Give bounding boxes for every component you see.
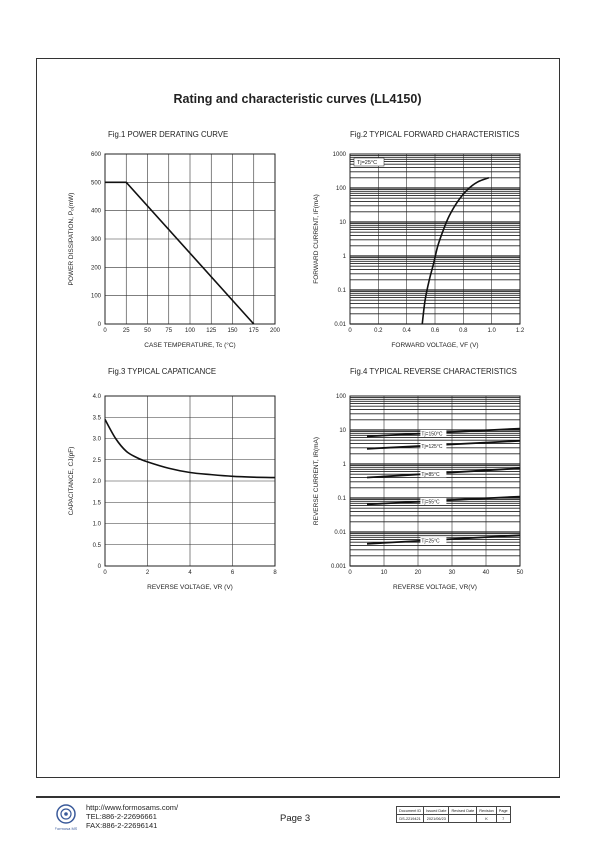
fig3-xtick-label: 8 [273,570,277,576]
fig2-ytick-label: 100 [335,186,346,192]
footer-url[interactable]: http://www.formosams.com/ [86,803,179,812]
fig1-xtick-label: 125 [206,328,217,334]
fig3-xtick-label: 0 [103,570,107,576]
fig4-series-label: Tj=85°C [421,471,440,478]
document-info-table [396,806,511,823]
fig4-ytick-label: 10 [339,428,346,434]
issued-date-value: 2021/06/23 [424,815,449,823]
fig1-xtick-label: 200 [269,328,281,334]
page-title: Rating and characteristic curves (LL4150) [173,92,422,106]
fig3-ytick-label: 1.5 [92,500,101,507]
logo-text: Formosa MS [55,826,77,831]
fig4-xtick-label: 10 [380,570,388,576]
fig3-xtick-label: 2 [145,570,150,576]
fig2-series-line [422,178,489,324]
footer-fax: FAX:886-2-22696141 [86,821,158,830]
fig4-xtick-label: 40 [482,570,490,576]
fig2-title: Fig.2 TYPICAL FORWARD CHARACTERISTICS [350,130,520,139]
fig2-xtick-label: 1.2 [515,328,525,334]
fig1-ytick-label: 600 [90,152,101,158]
fig2-ytick-label: 10 [339,220,346,226]
fig3-ytick-label: 2.0 [92,479,101,485]
fig1-xtick-label: 150 [227,328,238,334]
fig1-xtick-label: 25 [122,328,130,334]
fig4-xtick-label: 0 [348,570,352,576]
fig2-yaxis-label: FORWARD CURRENT, IF(mA) [313,194,320,284]
fig3-yaxis-label: CAPACITANCE, CJ(pF) [68,446,75,516]
footer-tel: TEL:886-2-22696661 [86,812,157,821]
fig2-xaxis-label: FORWARD VOLTAGE, VF (V) [391,342,479,349]
fig1-ytick-label: 0 [97,322,101,328]
fig4-ytick-label: 0.1 [337,496,346,502]
fig4-series-label: Tj=125°C [421,443,443,450]
fig2-ytick-label: 0.01 [334,322,346,328]
revised-date-header: Revised Date [449,807,477,815]
fig1-xtick-label: 175 [248,328,259,334]
fig2-xtick-label: 1.0 [487,328,496,334]
fig1-yaxis-label: POWER DISSIPATION, Pₒ(mW) [68,192,75,286]
fig3-title: Fig.3 TYPICAL CAPATICANCE [108,367,217,376]
fig2-annotation: Tj=25°C [357,160,378,166]
fig1-ytick-label: 400 [90,208,101,215]
page-number: Page 3 [280,813,311,824]
fig4-series-label: Tj=25°C [421,538,440,545]
fig4-xtick-label: 30 [448,570,456,576]
doc-id-header: Document ID [397,807,424,815]
fig4-series-label: Tj=55°C [421,499,440,506]
fig4-xtick-label: 20 [414,570,422,576]
doc-id-value: DS-2219421 [397,815,424,823]
fig2-ytick-label: 0.1 [337,288,346,294]
fig3-ytick-label: 1.0 [92,521,101,528]
fig1-series-line [105,182,254,324]
fig1-ytick-label: 500 [90,180,101,187]
fig3-xtick-label: 6 [230,570,235,576]
fig1-xtick-label: 75 [165,328,173,334]
revision-header: Revision [477,807,497,815]
fig4-ytick-label: 100 [335,394,346,400]
fig1-ytick-label: 300 [90,237,101,243]
fig4-xtick-label: 50 [516,570,524,576]
fig2-xtick-label: 0 [348,328,352,334]
fig4-xaxis-label: REVERSE VOLTAGE, VR(V) [393,584,477,591]
fig4-ytick-label: 0.001 [330,564,346,570]
fig2-xtick-label: 0.2 [374,328,383,334]
fig4-title: Fig.4 TYPICAL REVERSE CHARACTERISTICS [350,367,517,376]
page-header: Page [496,807,510,815]
fig1-xaxis-label: CASE TEMPERATURE, Tc (°C) [144,342,236,349]
fig2-xtick-label: 0.8 [459,328,468,334]
fig1-xtick-label: 50 [144,328,151,334]
company-logo [55,803,77,833]
fig3-xaxis-label: REVERSE VOLTAGE, VR (V) [147,584,233,591]
fig2-ytick-label: 1 [342,254,346,260]
fig4-ytick-label: 1 [342,462,346,468]
fig3-ytick-label: 0.5 [92,542,101,549]
fig3-ytick-label: 3.0 [92,436,101,443]
fig1-xtick-label: 0 [103,328,107,334]
fig1-ytick-label: 100 [90,293,101,300]
footer-divider [36,796,560,798]
page-value: 7 [496,815,510,823]
revised-date-value [449,815,477,823]
revision-value: K [477,815,497,823]
fig2-xtick-label: 0.6 [430,328,440,334]
fig1-ytick-label: 200 [90,265,101,272]
fig2-xtick-label: 0.4 [402,328,411,334]
fig3-ytick-label: 4.0 [92,394,101,400]
fig4-ytick-label: 0.01 [334,530,346,536]
fig4-series-label: Tj=150°C [421,431,443,438]
fig2-ytick-label: 1000 [332,152,346,158]
fig3-ytick-label: 3.5 [92,415,101,422]
fig4-yaxis-label: REVERSE CURRENT, IR(mA) [313,436,320,526]
fig1-xtick-label: 100 [184,328,196,334]
fig1-title: Fig.1 POWER DERATING CURVE [108,130,229,139]
issued-date-header: Issued Date [424,807,449,815]
fig3-xtick-label: 4 [188,570,192,576]
fig3-ytick-label: 2.5 [92,457,101,464]
fig3-ytick-label: 0 [97,564,101,570]
footer-contact [86,803,178,830]
